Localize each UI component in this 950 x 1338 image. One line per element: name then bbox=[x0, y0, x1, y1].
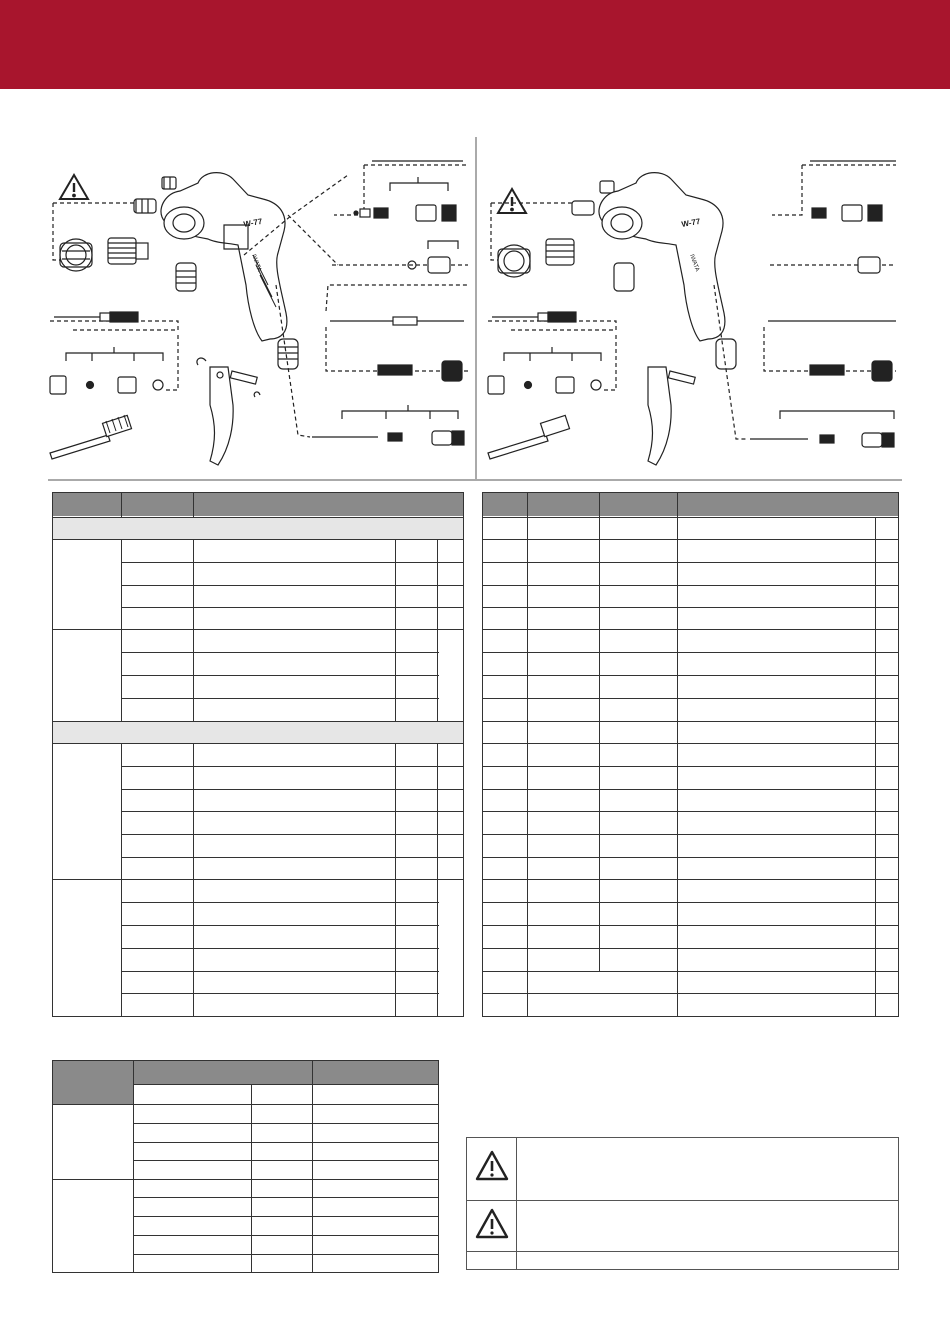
exploded-parts-diagram bbox=[48, 135, 902, 481]
gun-brand-mark: IWATA bbox=[250, 253, 262, 273]
brush-icon bbox=[488, 415, 570, 459]
fluid-nozzle bbox=[108, 238, 148, 264]
warning-triangle-icon bbox=[475, 1208, 509, 1240]
diagram-right bbox=[488, 161, 896, 465]
brush-icon bbox=[50, 415, 132, 459]
air-cap bbox=[498, 245, 530, 277]
gun-body bbox=[599, 173, 725, 341]
spec-table bbox=[52, 1060, 439, 1273]
gun-brand-mark: IWATA bbox=[688, 253, 700, 273]
parts-table-left bbox=[52, 492, 464, 1017]
fluid-nozzle bbox=[546, 239, 574, 265]
parts-table-right bbox=[482, 492, 899, 1017]
header-band bbox=[0, 0, 950, 89]
warning-triangle-icon bbox=[475, 1150, 509, 1182]
section-band bbox=[53, 721, 463, 743]
warning-triangle-icon bbox=[498, 189, 526, 213]
table-header bbox=[134, 1061, 312, 1084]
air-cap bbox=[60, 239, 92, 271]
table-header bbox=[53, 493, 463, 516]
diagram-left bbox=[50, 161, 468, 465]
gun-model-mark: W-77 bbox=[680, 216, 702, 229]
table-header bbox=[483, 493, 898, 516]
trigger bbox=[197, 358, 260, 465]
section-band bbox=[53, 517, 463, 539]
table-header bbox=[53, 1061, 133, 1104]
trigger bbox=[648, 367, 695, 465]
table-header bbox=[313, 1061, 438, 1084]
warning-box bbox=[466, 1137, 899, 1270]
gun-body bbox=[161, 173, 287, 341]
warning-triangle-icon bbox=[60, 175, 88, 199]
gun-model-mark: W-77 bbox=[242, 216, 264, 229]
